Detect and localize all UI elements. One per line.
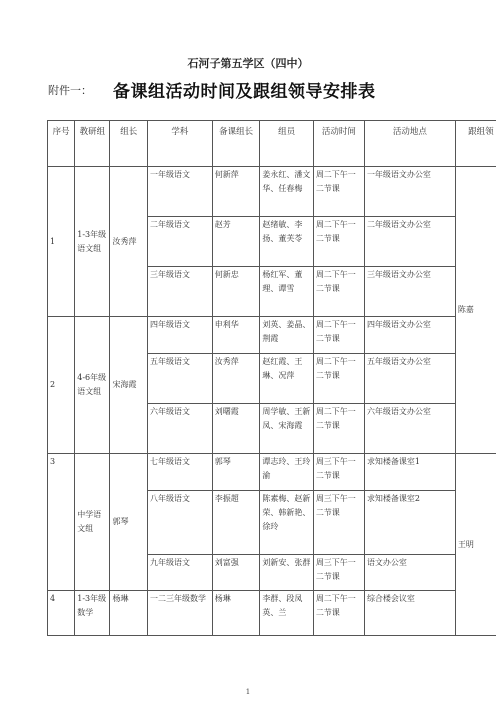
header-cell-team: 教研组 [75, 121, 110, 167]
row-head: 刘曙霞 [212, 404, 260, 454]
header-cell-no: 序号 [48, 121, 75, 167]
row-members: 赵绪敏、李扬、董芙苓 [260, 217, 313, 267]
document-title: 备课组活动时间及跟组领导安排表 [113, 82, 376, 102]
row-time: 周三下午一二节课 [313, 491, 364, 555]
table-row [48, 454, 496, 491]
group-team: 4-6年级语文组 [75, 317, 110, 454]
group-leader: 郭琴 [110, 454, 147, 591]
table-row [48, 317, 496, 354]
row-subject: 九年级语文 [147, 555, 212, 591]
group-no: 1 [48, 167, 75, 317]
group-leader: 汝秀萍 [110, 167, 147, 317]
group-lead: 陈嘉 [455, 167, 496, 454]
row-members: 陈素梅、赵新荣、韩新艳、徐玲 [260, 491, 313, 555]
table-row [48, 167, 496, 217]
row-head: 何新萍 [212, 167, 260, 217]
group-leader: 杨琳 [110, 591, 147, 636]
schedule-table [47, 120, 496, 636]
row-head: 申利华 [212, 317, 260, 354]
group-no: 2 [48, 317, 75, 454]
group-team: 中学语文组 [75, 454, 110, 591]
row-time: 周二下午一二节课 [313, 317, 364, 354]
row-members: 杨红军、董理、谭雪 [260, 267, 313, 317]
row-head: 赵芳 [212, 217, 260, 267]
row-head: 李振超 [212, 491, 260, 555]
row-subject: 一年级语文 [147, 167, 212, 217]
group-no: 3 [48, 454, 75, 591]
row-time: 周二下午一二节课 [313, 267, 364, 317]
row-time: 周二下午一二节课 [313, 217, 364, 267]
row-place: 二年级语文办公室 [364, 217, 455, 267]
header-cell-time: 活动时间 [313, 121, 364, 167]
row-subject: 五年级语文 [147, 354, 212, 404]
row-place: 六年级语文办公室 [364, 404, 455, 454]
group-lead: 王明 [455, 454, 496, 636]
row-head: 杨琳 [212, 591, 260, 636]
row-place: 求知楼备课室2 [364, 491, 455, 555]
row-place: 综合楼会议室 [364, 591, 455, 636]
row-subject: 六年级语文 [147, 404, 212, 454]
row-members: 姜永红、潘文华、任春梅 [260, 167, 313, 217]
schedule-table-wrapper [47, 120, 496, 650]
row-head: 汝秀萍 [212, 354, 260, 404]
row-members: 谭志玲、王玲渝 [260, 454, 313, 491]
row-members: 周学敏、王新凤、宋海霞 [260, 404, 313, 454]
group-no: 4 [48, 591, 75, 636]
row-subject: 一二三年级数学 [147, 591, 212, 636]
row-members: 赵红霞、王琳、况萍 [260, 354, 313, 404]
header-cell-subject: 学科 [147, 121, 212, 167]
row-place: 四年级语文办公室 [364, 317, 455, 354]
row-head: 刘富强 [212, 555, 260, 591]
attachment-label: 附件一： [48, 84, 92, 97]
row-place: 一年级语文办公室 [364, 167, 455, 217]
row-time: 周二下午一二节课 [313, 354, 364, 404]
row-time: 周二下午一二节课 [313, 591, 364, 636]
header-cell-place: 活动地点 [364, 121, 455, 167]
row-members: 刘新安、张群 [260, 555, 313, 591]
row-place: 语文办公室 [364, 555, 455, 591]
row-time: 周二下午一二节课 [313, 404, 364, 454]
row-head: 郭琴 [212, 454, 260, 491]
table-header-row [48, 121, 496, 167]
row-place: 三年级语文办公室 [364, 267, 455, 317]
group-leader: 宋海霞 [110, 317, 147, 454]
row-subject: 四年级语文 [147, 317, 212, 354]
group-team: 1-3年级语文组 [75, 167, 110, 317]
header-cell-leader: 组长 [110, 121, 147, 167]
row-members: 刘英、姜晶、荆霞 [260, 317, 313, 354]
row-members: 李群、段凤英、兰 [260, 591, 313, 636]
group-team: 1-3年级数学 [75, 591, 110, 636]
header-cell-lead: 跟组领 [455, 121, 496, 167]
row-subject: 三年级语文 [147, 267, 212, 317]
page-number: 1 [245, 688, 251, 696]
row-subject: 八年级语文 [147, 491, 212, 555]
row-time: 周二下午一二节课 [313, 167, 364, 217]
row-subject: 七年级语文 [147, 454, 212, 491]
row-time: 周三下午一二节课 [313, 454, 364, 491]
district-header: 石河子第五学区（四中） [187, 57, 309, 70]
table-row [48, 591, 496, 636]
row-subject: 二年级语文 [147, 217, 212, 267]
row-time: 周三下午一二节课 [313, 555, 364, 591]
row-head: 何新忠 [212, 267, 260, 317]
header-cell-head: 备课组长 [212, 121, 260, 167]
row-place: 求知楼备课室1 [364, 454, 455, 491]
row-place: 五年级语文办公室 [364, 354, 455, 404]
header-cell-members: 组员 [260, 121, 313, 167]
